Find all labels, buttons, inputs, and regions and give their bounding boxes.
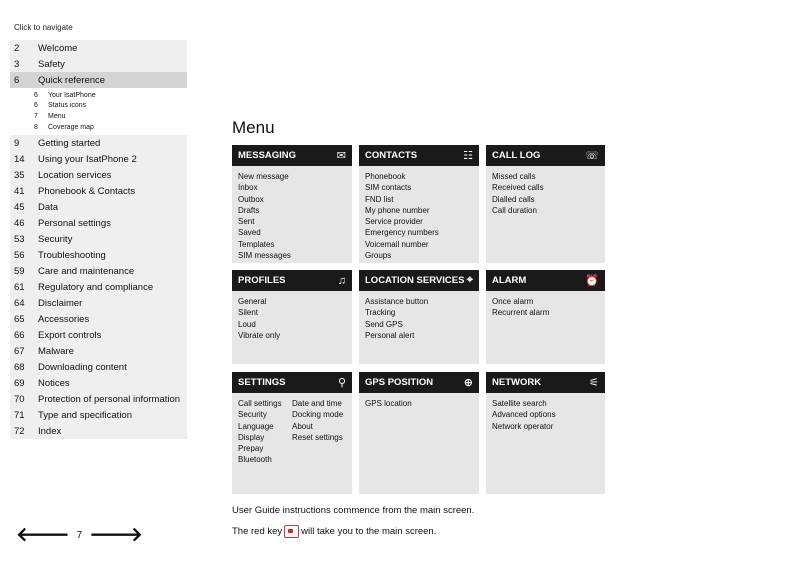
menu-box-items — [486, 393, 605, 437]
menu-item: About — [292, 421, 313, 431]
toc-item-page: 68 — [14, 361, 25, 373]
toc-item-page: 69 — [14, 377, 25, 389]
toc-subitem[interactable] — [10, 111, 187, 122]
toc-item-page: 46 — [14, 217, 25, 229]
menu-box-title: CALL LOG — [492, 150, 541, 161]
toc-item[interactable] — [10, 135, 187, 151]
menu-item: Groups — [365, 251, 392, 261]
toc-item-label: Welcome — [38, 42, 78, 54]
menu-box-items — [359, 166, 479, 266]
satellite-icon: ⚟ — [589, 377, 599, 389]
menu-box-title: CONTACTS — [365, 150, 418, 161]
menu-box-items — [232, 393, 352, 471]
toc-item[interactable] — [10, 40, 187, 56]
menu-item: General — [238, 297, 267, 306]
menu-item: Advanced options — [492, 410, 556, 420]
toc-subitem-page: 7 — [34, 112, 38, 120]
menu-item: Prepay — [238, 444, 264, 454]
menu-box-contacts — [359, 145, 479, 263]
menu-item: Drafts — [238, 205, 260, 215]
navigation-hint: Click to navigate — [14, 23, 73, 32]
toc-item-label: Getting started — [38, 137, 101, 149]
page-number: 7 — [76, 529, 83, 541]
profiles-icon: ♫ — [337, 274, 346, 287]
alarm-clock-icon: ⏰ — [585, 275, 599, 287]
toc-item-label: Data — [38, 201, 59, 213]
toc-item-label: Quick reference — [38, 74, 106, 86]
toc-item-label: Type and specification — [38, 409, 133, 421]
menu-item: Voicemail number — [365, 239, 429, 249]
menu-item: Silent — [238, 308, 259, 318]
toc-item[interactable] — [10, 231, 187, 247]
toc-item-label: Notices — [38, 377, 70, 389]
toc-item-page: 61 — [14, 281, 25, 293]
contacts-icon: ☷ — [463, 150, 473, 162]
globe-icon: ⊕ — [463, 377, 473, 389]
toc-item[interactable] — [10, 167, 187, 183]
toc-subitem-page: 8 — [34, 123, 38, 131]
toc-subitem-page: 6 — [34, 102, 38, 110]
phone-icon: ☏ — [585, 150, 599, 162]
toc-item-page: 64 — [14, 297, 25, 309]
toc-item-label: Care and maintenance — [38, 265, 135, 277]
menu-box-header — [359, 270, 479, 291]
toc-item[interactable] — [10, 247, 187, 263]
menu-box-header — [486, 372, 605, 393]
menu-item: Bluetooth — [238, 455, 272, 465]
toc-item[interactable] — [10, 263, 187, 279]
toc-item-label: Personal settings — [38, 217, 111, 229]
footer-instruction: User Guide instructions commence from the main screen. — [232, 505, 475, 516]
menu-box-header — [232, 372, 352, 393]
menu-item: Service provider — [365, 217, 423, 227]
toc-item[interactable] — [10, 311, 187, 327]
toc-item-page: 6 — [14, 74, 20, 86]
menu-item: Outbox — [238, 194, 264, 204]
menu-box-items — [359, 393, 479, 414]
menu-item: Vibrate only — [238, 330, 281, 340]
menu-item: Emergency numbers — [365, 228, 439, 238]
menu-item: Send GPS — [365, 319, 403, 329]
toc-item-page: 53 — [14, 233, 25, 245]
toc-subitem-label: Your IsatPhone — [48, 91, 96, 99]
menu-box-location-services — [359, 270, 479, 364]
menu-box-settings — [232, 372, 352, 494]
footer-red-key-post: will take you to the main screen. — [301, 526, 437, 537]
menu-box-network — [486, 372, 605, 494]
toc-subitem-label: Menu — [48, 112, 66, 120]
toc-item-label: Index — [38, 425, 62, 437]
menu-box-header — [486, 270, 605, 291]
toc-item-label: Location services — [38, 169, 112, 181]
toc-item-page: 41 — [14, 185, 25, 197]
toc-item-label: Accessories — [38, 313, 90, 325]
menu-item: SIM contacts — [365, 183, 412, 193]
menu-item: Once alarm — [492, 297, 534, 306]
toc-item-page: 2 — [14, 42, 20, 54]
toc-item-page: 45 — [14, 201, 25, 213]
menu-item: Assistance button — [365, 297, 429, 306]
toc-item-label: Export controls — [38, 329, 102, 341]
menu-item: New message — [238, 172, 289, 181]
menu-box-header — [232, 145, 352, 166]
menu-box-alarm — [486, 270, 605, 364]
toc-subitem[interactable] — [10, 90, 187, 101]
menu-item: Loud — [238, 319, 256, 329]
toc-item-page: 59 — [14, 265, 25, 277]
footer-red-key-note — [232, 525, 436, 538]
menu-item: Language — [238, 421, 274, 431]
menu-box-title: ALARM — [492, 275, 527, 286]
menu-item: Security — [238, 410, 267, 420]
menu-box-items — [486, 166, 605, 221]
menu-box-title: SETTINGS — [238, 377, 286, 388]
toc-item[interactable] — [10, 56, 187, 72]
menu-item: Phonebook — [365, 172, 406, 181]
table-of-contents — [10, 40, 187, 439]
menu-box-items — [486, 291, 605, 324]
envelope-icon: ✉ — [336, 150, 346, 162]
menu-box-items — [359, 291, 479, 346]
menu-item: Inbox — [238, 183, 258, 193]
menu-item: Display — [238, 432, 265, 442]
wrench-icon: ⚲ — [337, 377, 346, 389]
menu-box-header — [359, 145, 479, 166]
toc-item-label: Using your IsatPhone 2 — [38, 153, 137, 165]
toc-item-page: 9 — [14, 137, 20, 149]
toc-item[interactable] — [10, 183, 187, 199]
location-icon: ⌖ — [466, 274, 473, 286]
menu-item: Call settings — [238, 399, 282, 408]
toc-item-label: Protection of personal information — [38, 393, 181, 405]
menu-item: Missed calls — [492, 172, 536, 181]
toc-item-label: Security — [38, 233, 73, 245]
toc-subitem-page: 6 — [34, 91, 38, 99]
toc-item[interactable] — [10, 72, 187, 88]
menu-box-call-log — [486, 145, 605, 263]
menu-box-title: GPS POSITION — [365, 377, 434, 388]
toc-subitem-label: Status icons — [48, 102, 87, 110]
menu-box-profiles — [232, 270, 352, 364]
menu-item: Docking mode — [292, 410, 344, 420]
toc-item[interactable] — [10, 199, 187, 215]
prev-page-arrow-icon[interactable]: 🡐 — [16, 524, 70, 546]
toc-item[interactable] — [10, 295, 187, 311]
menu-item: Sent — [238, 217, 255, 227]
menu-item: FND list — [365, 194, 394, 204]
menu-item: SIM messages — [238, 251, 291, 261]
menu-item: Saved — [238, 228, 261, 238]
menu-item: Date and time — [292, 399, 342, 408]
toc-subitem[interactable] — [10, 122, 187, 133]
menu-item: Received calls — [492, 183, 544, 193]
toc-item[interactable] — [10, 375, 187, 391]
menu-item: Templates — [238, 239, 275, 249]
toc-item-page: 56 — [14, 249, 25, 261]
menu-box-items — [232, 166, 352, 266]
toc-item-page: 67 — [14, 345, 25, 357]
toc-item-label: Troubleshooting — [38, 249, 106, 261]
menu-item: Personal alert — [365, 330, 415, 340]
toc-item-page: 35 — [14, 169, 25, 181]
toc-item-label: Safety — [38, 58, 65, 70]
toc-item[interactable] — [10, 151, 187, 167]
menu-box-title: LOCATION SERVICES — [365, 275, 465, 286]
toc-item[interactable] — [10, 407, 187, 423]
toc-item-page: 72 — [14, 425, 25, 437]
menu-item: My phone number — [365, 205, 430, 215]
page-navigation — [16, 524, 143, 546]
toc-item[interactable] — [10, 327, 187, 343]
menu-item: Satellite search — [492, 399, 547, 408]
menu-item: Dialled calls — [492, 194, 535, 204]
toc-subitem-label: Coverage map — [48, 123, 94, 131]
toc-item[interactable] — [10, 279, 187, 295]
menu-item: Reset settings — [292, 432, 343, 442]
menu-box-title: NETWORK — [492, 377, 542, 388]
red-key-icon — [284, 525, 299, 538]
toc-item-label: Malware — [38, 345, 74, 357]
menu-box-messaging — [232, 145, 352, 263]
toc-item-label: Disclaimer — [38, 297, 83, 309]
toc-item-label: Phonebook & Contacts — [38, 185, 136, 197]
toc-item[interactable] — [10, 391, 187, 407]
menu-box-header — [486, 145, 605, 166]
menu-box-title: PROFILES — [238, 275, 286, 286]
toc-subitem[interactable] — [10, 101, 187, 112]
menu-box-items — [232, 291, 352, 346]
toc-item-page: 65 — [14, 313, 25, 325]
toc-item[interactable] — [10, 359, 187, 375]
footer-red-key-pre: The red key — [232, 526, 283, 537]
menu-item: GPS location — [365, 399, 412, 408]
next-page-arrow-icon[interactable]: 🡒 — [89, 524, 143, 546]
toc-item-label: Downloading content — [38, 361, 127, 373]
menu-item: Recurrent alarm — [492, 308, 550, 318]
toc-item-page: 66 — [14, 329, 25, 341]
menu-box-header — [359, 372, 479, 393]
toc-item[interactable] — [10, 343, 187, 359]
page-title: Menu — [232, 118, 275, 137]
toc-item-page: 3 — [14, 58, 20, 70]
menu-box-title: MESSAGING — [238, 150, 297, 161]
menu-box-header — [232, 270, 352, 291]
toc-item-page: 14 — [14, 153, 25, 165]
toc-item[interactable] — [10, 215, 187, 231]
toc-item-label: Regulatory and compliance — [38, 281, 154, 293]
toc-item[interactable] — [10, 423, 187, 439]
menu-item: Call duration — [492, 205, 537, 215]
menu-item: Tracking — [365, 308, 396, 318]
menu-box-gps-position — [359, 372, 479, 494]
menu-item: Network operator — [492, 421, 554, 431]
toc-item-page: 71 — [14, 409, 25, 421]
toc-item-page: 70 — [14, 393, 25, 405]
